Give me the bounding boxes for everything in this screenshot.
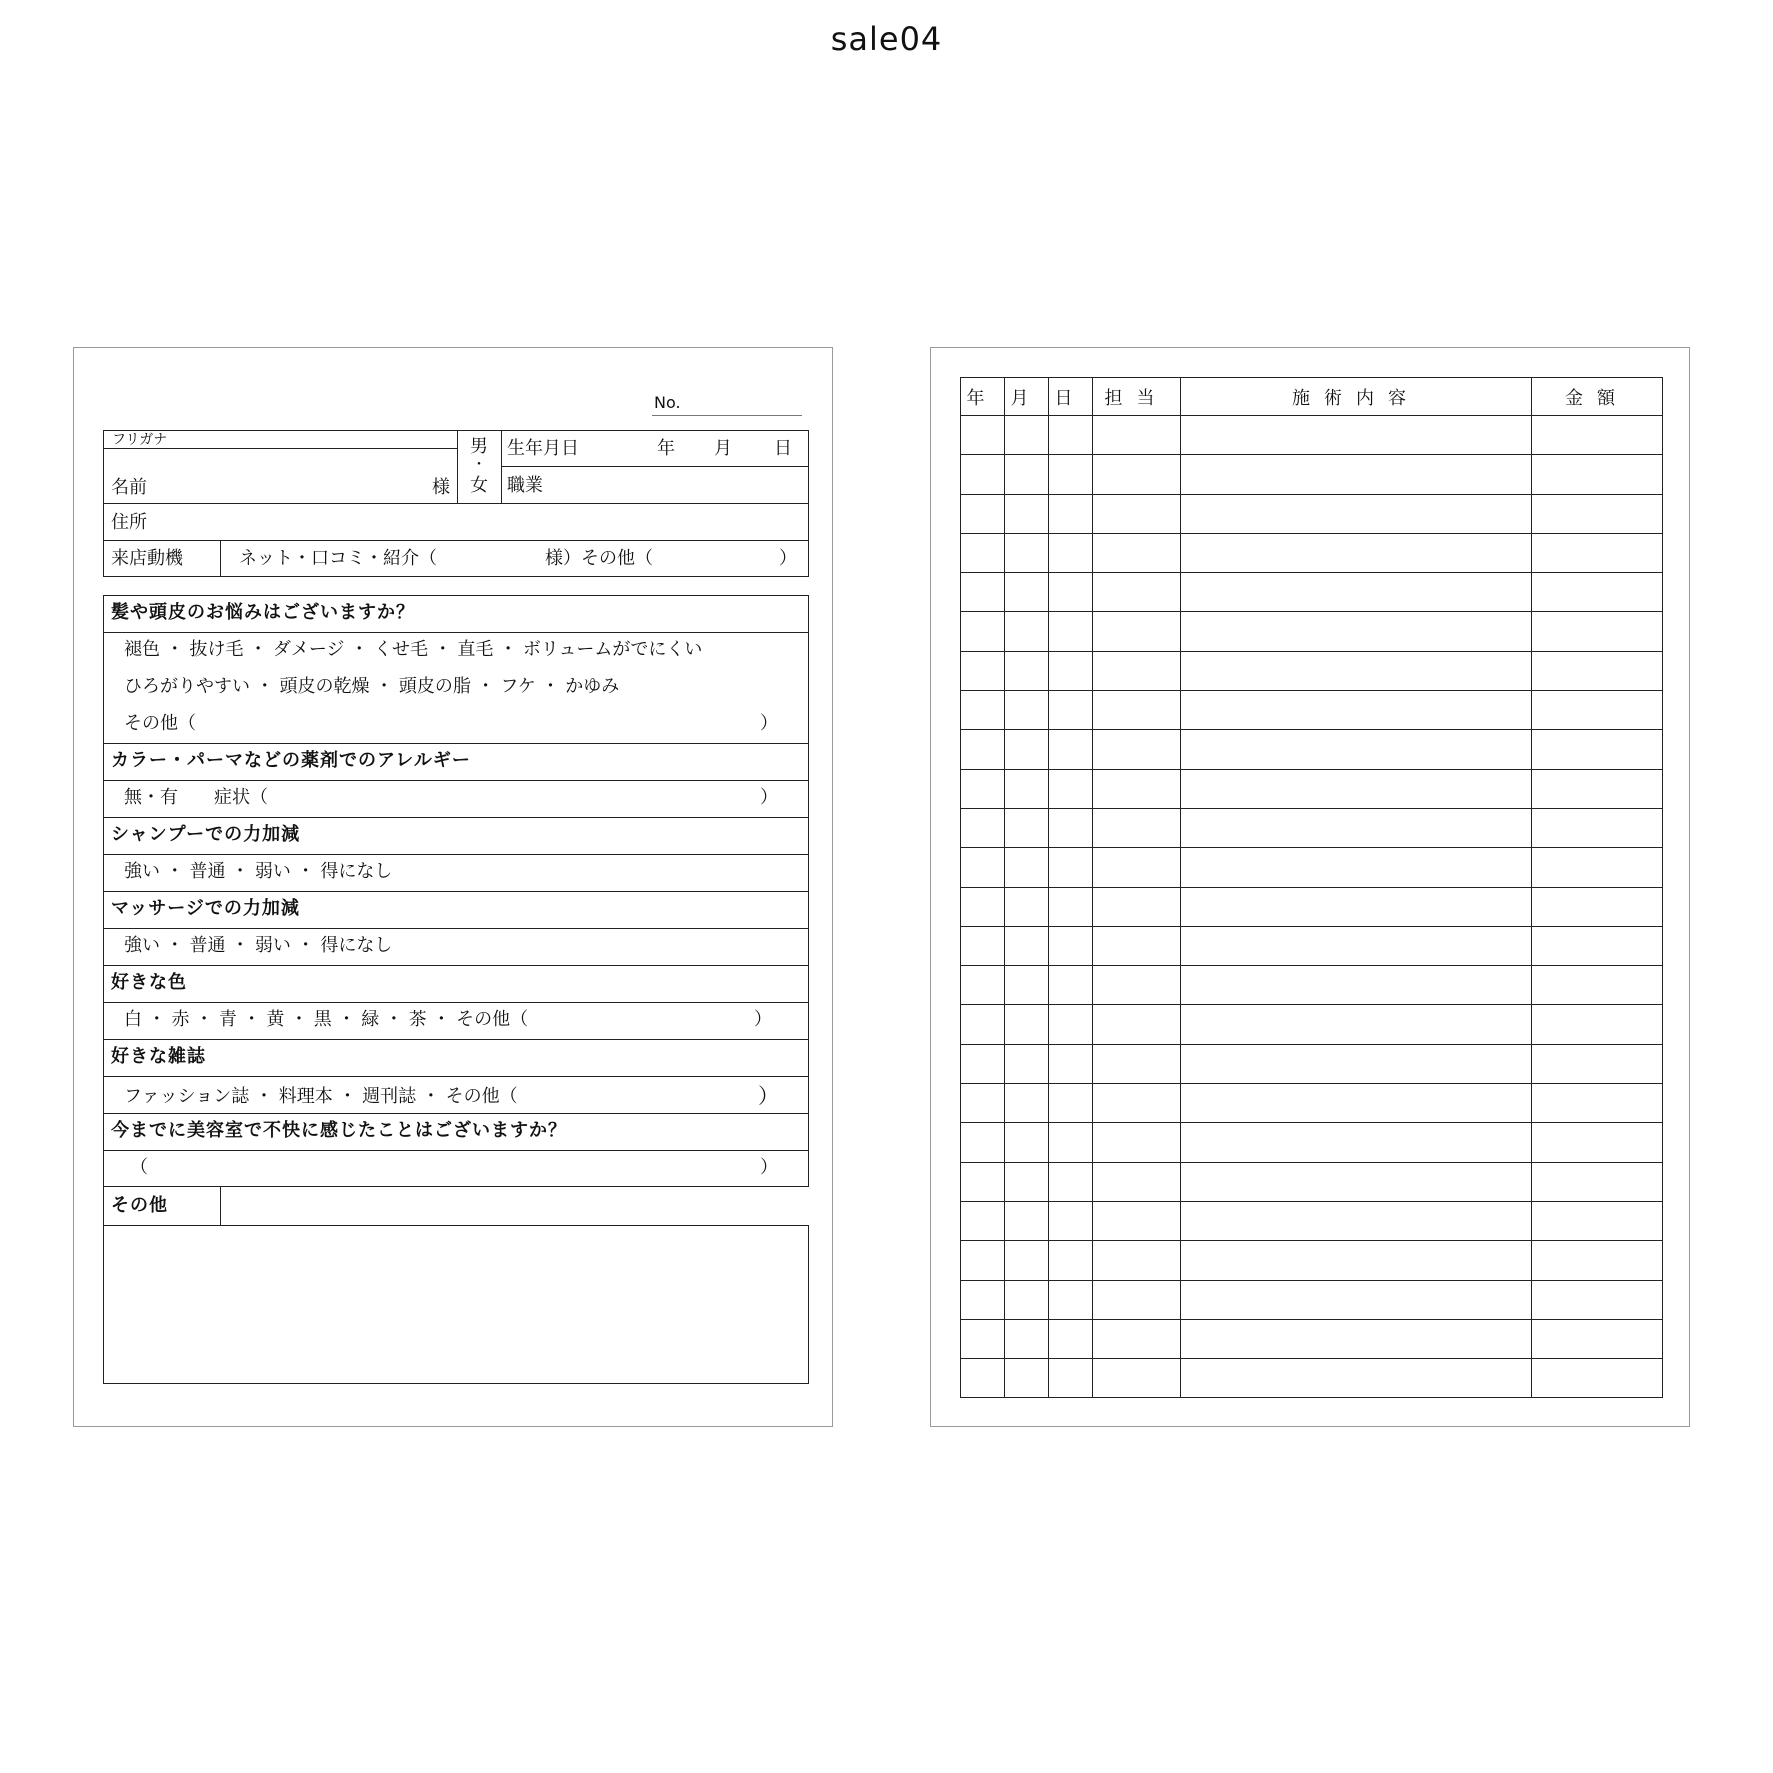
- name-gender-divider: [457, 430, 458, 503]
- table-row: [961, 887, 1663, 926]
- table-cell[interactable]: [1005, 1123, 1049, 1162]
- table-cell[interactable]: [1005, 651, 1049, 690]
- header-year: 年: [961, 378, 1005, 416]
- table-cell[interactable]: [1093, 1044, 1181, 1083]
- table-cell[interactable]: [1181, 1162, 1532, 1201]
- table-cell[interactable]: [1181, 926, 1532, 965]
- table-cell[interactable]: [1093, 1319, 1181, 1358]
- table-cell[interactable]: [1093, 651, 1181, 690]
- q-massage-options: 強い ・ 普通 ・ 弱い ・ 得になし: [124, 935, 393, 956]
- gender-separator: ・: [472, 457, 486, 473]
- table-cell[interactable]: [961, 416, 1005, 455]
- table-cell[interactable]: [1049, 848, 1093, 887]
- q-magazine-options: ファッション誌 ・ 料理本 ・ 週刊誌 ・ その他（: [124, 1086, 518, 1107]
- name-address-divider: [103, 503, 809, 504]
- table-cell[interactable]: [1005, 1241, 1049, 1280]
- table-cell[interactable]: [961, 926, 1005, 965]
- table-cell[interactable]: [1181, 1280, 1532, 1319]
- table-cell[interactable]: [1049, 494, 1093, 533]
- table-row: [961, 1084, 1663, 1123]
- q-color-close-paren: ）: [754, 1009, 772, 1030]
- q-magazine-close-paren: ）: [758, 1084, 779, 1108]
- table-cell[interactable]: [1181, 808, 1532, 847]
- table-cell[interactable]: [1532, 926, 1663, 965]
- table-cell[interactable]: [961, 1123, 1005, 1162]
- table-cell[interactable]: [1005, 1005, 1049, 1044]
- table-cell[interactable]: [1049, 455, 1093, 494]
- customer-form-card: [73, 347, 833, 1427]
- table-cell[interactable]: [1005, 1044, 1049, 1083]
- q-hair-title: 髪や頭皮のお悩みはございますか？: [111, 602, 415, 623]
- table-header-row: [961, 378, 1663, 416]
- table-cell[interactable]: [1532, 730, 1663, 769]
- table-row: [961, 1005, 1663, 1044]
- table-cell[interactable]: [1049, 1123, 1093, 1162]
- q-allergy-line: 無・有 症状（: [124, 787, 268, 808]
- table-row: [961, 573, 1663, 612]
- table-cell[interactable]: [1049, 1044, 1093, 1083]
- table-cell[interactable]: [1181, 494, 1532, 533]
- table-cell[interactable]: [1049, 416, 1093, 455]
- table-cell[interactable]: [961, 1162, 1005, 1201]
- table-cell[interactable]: [1532, 416, 1663, 455]
- other-label: その他: [111, 1195, 168, 1216]
- table-cell[interactable]: [1181, 1201, 1532, 1240]
- table-cell[interactable]: [1049, 1359, 1093, 1398]
- table-cell[interactable]: [1532, 1044, 1663, 1083]
- sama-label: 様: [432, 477, 450, 498]
- table-cell[interactable]: [1005, 1319, 1049, 1358]
- gender-female[interactable]: 女: [470, 475, 488, 496]
- table-row: [961, 730, 1663, 769]
- table-cell[interactable]: [1181, 651, 1532, 690]
- table-cell[interactable]: [1005, 966, 1049, 1005]
- no-label: No.: [654, 393, 681, 412]
- table-cell[interactable]: [1532, 1319, 1663, 1358]
- table-cell[interactable]: [1005, 926, 1049, 965]
- table-cell[interactable]: [1093, 1241, 1181, 1280]
- table-cell[interactable]: [1049, 1201, 1093, 1240]
- q-allergy-close-paren: ）: [760, 787, 778, 808]
- table-cell[interactable]: [1005, 848, 1049, 887]
- furigana-label: フリガナ: [112, 432, 168, 448]
- table-cell[interactable]: [1049, 651, 1093, 690]
- table-cell[interactable]: [1049, 966, 1093, 1005]
- table-cell[interactable]: [961, 455, 1005, 494]
- table-cell[interactable]: [1532, 533, 1663, 572]
- table-cell[interactable]: [1532, 1241, 1663, 1280]
- table-cell[interactable]: [1005, 1084, 1049, 1123]
- table-cell[interactable]: [961, 1319, 1005, 1358]
- header-staff: 担当: [1093, 378, 1181, 416]
- table-cell[interactable]: [1181, 848, 1532, 887]
- q-massage-title: マッサージでの力加減: [111, 898, 300, 919]
- furigana-divider: [103, 448, 458, 449]
- table-cell[interactable]: [1181, 1359, 1532, 1398]
- table-cell[interactable]: [1005, 1201, 1049, 1240]
- table-row: [961, 966, 1663, 1005]
- table-cell[interactable]: [961, 1201, 1005, 1240]
- table-cell[interactable]: [1532, 455, 1663, 494]
- table-cell[interactable]: [961, 1241, 1005, 1280]
- q-hair-line3: その他（: [124, 713, 196, 734]
- table-row: [961, 769, 1663, 808]
- table-cell[interactable]: [1181, 1084, 1532, 1123]
- birth-day-label: 日: [774, 438, 792, 459]
- q-hair-line2: ひろがりやすい ・ 頭皮の乾燥 ・ 頭皮の脂 ・ フケ ・ かゆみ: [124, 676, 620, 697]
- table-cell[interactable]: [1093, 691, 1181, 730]
- table-cell[interactable]: [1005, 691, 1049, 730]
- q-shampoo-options: 強い ・ 普通 ・ 弱い ・ 得になし: [124, 861, 393, 882]
- table-cell[interactable]: [1093, 926, 1181, 965]
- table-row: [961, 1241, 1663, 1280]
- table-cell[interactable]: [1049, 1005, 1093, 1044]
- table-cell[interactable]: [1532, 769, 1663, 808]
- table-cell[interactable]: [1005, 808, 1049, 847]
- table-cell[interactable]: [1181, 612, 1532, 651]
- table-cell[interactable]: [1049, 887, 1093, 926]
- table-cell[interactable]: [1181, 769, 1532, 808]
- table-cell[interactable]: [1093, 1280, 1181, 1319]
- q-color-options: 白 ・ 赤 ・ 青 ・ 黄 ・ 黒 ・ 緑 ・ 茶 ・ その他（: [124, 1009, 529, 1030]
- table-cell[interactable]: [1093, 533, 1181, 572]
- table-cell[interactable]: [1005, 1359, 1049, 1398]
- table-row: [961, 1319, 1663, 1358]
- q-allergy-title: カラー・パーマなどの薬剤でのアレルギー: [111, 750, 471, 771]
- treatment-history-card: [930, 347, 1690, 1427]
- gender-birth-divider: [501, 430, 502, 503]
- table-cell[interactable]: [961, 573, 1005, 612]
- table-cell[interactable]: [1181, 573, 1532, 612]
- table-cell[interactable]: [961, 533, 1005, 572]
- q-hair-close-paren: ）: [760, 713, 778, 734]
- table-cell[interactable]: [961, 769, 1005, 808]
- table-cell[interactable]: [1532, 612, 1663, 651]
- table-cell[interactable]: [1093, 966, 1181, 1005]
- table-cell[interactable]: [961, 730, 1005, 769]
- table-cell[interactable]: [1005, 730, 1049, 769]
- q-hair-line1: 褪色 ・ 抜け毛 ・ ダメージ ・ くせ毛 ・ 直毛 ・ ボリュームがでにくい: [124, 639, 703, 660]
- q-salon-close-paren: ）: [760, 1157, 778, 1178]
- table-cell[interactable]: [1049, 926, 1093, 965]
- q-shampoo-title: シャンプーでの力加減: [111, 824, 301, 845]
- table-cell[interactable]: [1181, 887, 1532, 926]
- gender-male[interactable]: 男: [470, 436, 488, 457]
- table-cell[interactable]: [961, 887, 1005, 926]
- name-label: 名前: [111, 477, 147, 498]
- table-cell[interactable]: [1532, 808, 1663, 847]
- table-row: [961, 533, 1663, 572]
- table-cell[interactable]: [1005, 887, 1049, 926]
- table-cell[interactable]: [961, 494, 1005, 533]
- table-row: [961, 926, 1663, 965]
- table-cell[interactable]: [1093, 573, 1181, 612]
- table-cell[interactable]: [1093, 1084, 1181, 1123]
- no-underline: [652, 415, 802, 416]
- address-label: 住所: [111, 512, 147, 533]
- table-cell[interactable]: [961, 1044, 1005, 1083]
- birth-year-label: 年: [657, 438, 675, 459]
- table-cell[interactable]: [1005, 573, 1049, 612]
- birth-label: 生年月日: [507, 438, 579, 459]
- table-cell[interactable]: [1181, 730, 1532, 769]
- table-cell[interactable]: [1049, 691, 1093, 730]
- table-row: [961, 1044, 1663, 1083]
- table-row: [961, 1280, 1663, 1319]
- table-row: [961, 455, 1663, 494]
- table-cell[interactable]: [1532, 1280, 1663, 1319]
- table-cell[interactable]: [1181, 416, 1532, 455]
- table-cell[interactable]: [961, 848, 1005, 887]
- table-cell[interactable]: [961, 651, 1005, 690]
- table-row: [961, 612, 1663, 651]
- table-cell[interactable]: [1049, 1241, 1093, 1280]
- table-cell[interactable]: [1049, 533, 1093, 572]
- table-cell[interactable]: [1181, 533, 1532, 572]
- table-cell[interactable]: [961, 1005, 1005, 1044]
- table-row: [961, 808, 1663, 847]
- table-cell[interactable]: [961, 1280, 1005, 1319]
- table-cell[interactable]: [961, 1084, 1005, 1123]
- header-amount: 金額: [1532, 378, 1663, 416]
- table-cell[interactable]: [1093, 808, 1181, 847]
- table-cell[interactable]: [1532, 1201, 1663, 1240]
- table-cell[interactable]: [1181, 1241, 1532, 1280]
- header-day: 日: [1049, 378, 1093, 416]
- table-cell[interactable]: [1049, 769, 1093, 808]
- q-salon-title: 今までに美容室で不快に感じたことはございますか？: [111, 1120, 567, 1141]
- table-cell[interactable]: [1532, 887, 1663, 926]
- table-cell[interactable]: [1532, 1359, 1663, 1398]
- table-row: [961, 1162, 1663, 1201]
- q-color-title: 好きな色: [111, 972, 187, 993]
- table-cell[interactable]: [1181, 691, 1532, 730]
- table-row: [961, 1201, 1663, 1240]
- birth-month-label: 月: [714, 438, 732, 459]
- table-cell[interactable]: [1181, 1123, 1532, 1162]
- q-salon-open-paren: （: [130, 1157, 148, 1178]
- visit-reason-label: 来店動機: [111, 548, 183, 569]
- table-cell[interactable]: [1181, 1044, 1532, 1083]
- table-cell[interactable]: [1093, 455, 1181, 494]
- visit-reason-options: ネット・口コミ・紹介（ 様）その他（ ）: [239, 548, 797, 569]
- table-cell[interactable]: [1093, 1201, 1181, 1240]
- q-magazine-title: 好きな雑誌: [111, 1046, 206, 1067]
- table-cell[interactable]: [1049, 612, 1093, 651]
- page-title: sale04: [830, 20, 943, 58]
- table-cell[interactable]: [1049, 1084, 1093, 1123]
- table-cell[interactable]: [1532, 651, 1663, 690]
- table-cell[interactable]: [1532, 1084, 1663, 1123]
- other-notes-box[interactable]: [103, 1225, 809, 1384]
- birth-job-divider: [501, 466, 809, 467]
- table-row: [961, 416, 1663, 455]
- header-treatment: 施術内容: [1181, 378, 1532, 416]
- table-cell[interactable]: [1532, 1005, 1663, 1044]
- treatment-history-table: [960, 377, 1663, 1398]
- table-cell[interactable]: [1181, 1005, 1532, 1044]
- table-cell[interactable]: [1005, 1162, 1049, 1201]
- table-body: [961, 416, 1663, 1398]
- table-cell[interactable]: [1181, 966, 1532, 1005]
- table-cell[interactable]: [961, 966, 1005, 1005]
- table-cell[interactable]: [1049, 808, 1093, 847]
- table-row: [961, 848, 1663, 887]
- table-cell[interactable]: [961, 808, 1005, 847]
- table-cell[interactable]: [1093, 416, 1181, 455]
- address-visit-divider: [103, 540, 809, 541]
- table-cell[interactable]: [1532, 1123, 1663, 1162]
- table-cell[interactable]: [961, 691, 1005, 730]
- table-cell[interactable]: [1093, 887, 1181, 926]
- table-cell[interactable]: [1093, 612, 1181, 651]
- table-cell[interactable]: [1532, 691, 1663, 730]
- table-cell[interactable]: [1093, 1005, 1181, 1044]
- job-label: 職業: [507, 475, 543, 496]
- table-cell[interactable]: [1005, 612, 1049, 651]
- table-row: [961, 1123, 1663, 1162]
- name-field[interactable]: [107, 452, 453, 498]
- table-cell[interactable]: [1005, 533, 1049, 572]
- table-row: [961, 651, 1663, 690]
- table-cell[interactable]: [1005, 494, 1049, 533]
- table-cell[interactable]: [1093, 1359, 1181, 1398]
- table-cell[interactable]: [1005, 455, 1049, 494]
- table-cell[interactable]: [1005, 416, 1049, 455]
- table-cell[interactable]: [961, 612, 1005, 651]
- table-cell[interactable]: [1181, 1319, 1532, 1358]
- table-cell[interactable]: [1093, 494, 1181, 533]
- table-cell[interactable]: [1093, 769, 1181, 808]
- table-cell[interactable]: [1532, 494, 1663, 533]
- table-cell[interactable]: [1005, 769, 1049, 808]
- table-row: [961, 1359, 1663, 1398]
- table-cell[interactable]: [1093, 1162, 1181, 1201]
- table-cell[interactable]: [1532, 848, 1663, 887]
- visit-label-divider: [220, 540, 221, 577]
- table-row: [961, 494, 1663, 533]
- table-cell[interactable]: [1532, 966, 1663, 1005]
- table-cell[interactable]: [1049, 1162, 1093, 1201]
- table-cell[interactable]: [1093, 1123, 1181, 1162]
- table-cell[interactable]: [1049, 1319, 1093, 1358]
- table-cell[interactable]: [1049, 730, 1093, 769]
- table-cell[interactable]: [961, 1359, 1005, 1398]
- table-cell[interactable]: [1049, 573, 1093, 612]
- header-month: 月: [1005, 378, 1049, 416]
- table-cell[interactable]: [1093, 730, 1181, 769]
- table-row: [961, 691, 1663, 730]
- table-cell[interactable]: [1005, 1280, 1049, 1319]
- table-cell[interactable]: [1093, 848, 1181, 887]
- table-cell[interactable]: [1532, 573, 1663, 612]
- table-cell[interactable]: [1532, 1162, 1663, 1201]
- table-cell[interactable]: [1049, 1280, 1093, 1319]
- table-cell[interactable]: [1181, 455, 1532, 494]
